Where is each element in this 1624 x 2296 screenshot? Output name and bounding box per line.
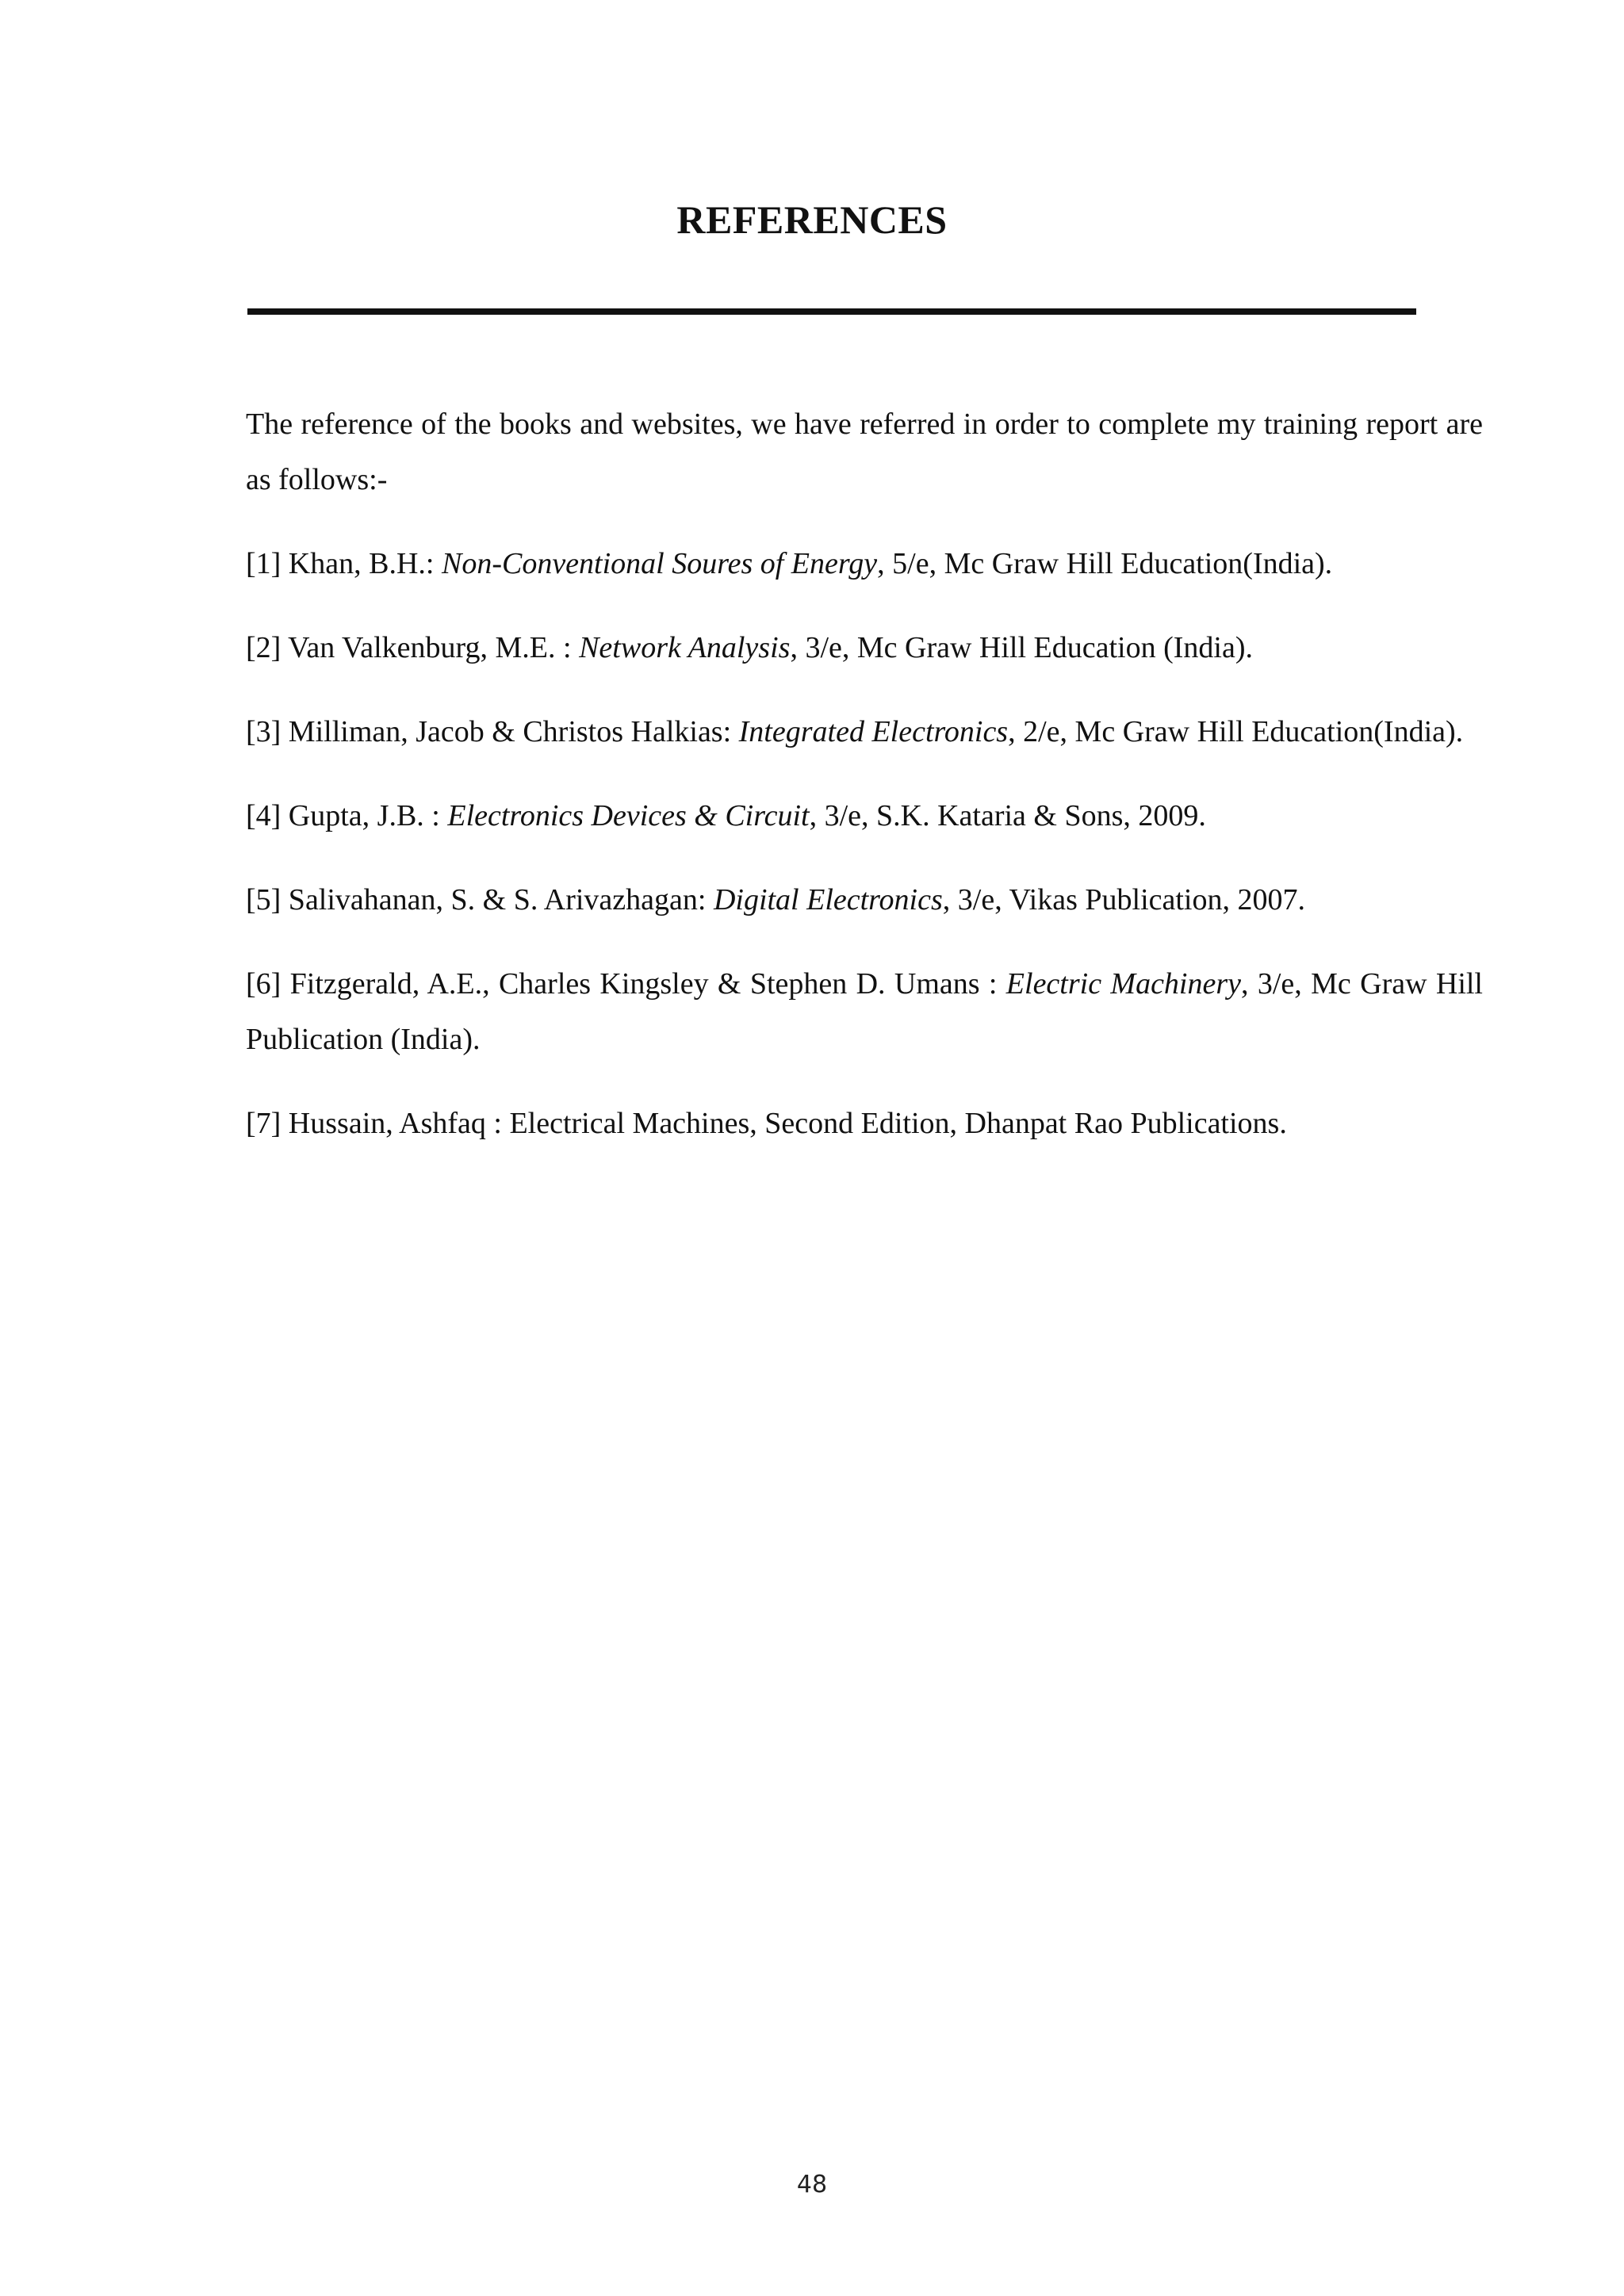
reference-prefix: [3] Milliman, Jacob & Christos Halkias: xyxy=(246,715,739,748)
reference-book-title: Integrated Electronics xyxy=(738,715,1009,748)
reference-item-1 xyxy=(246,536,1483,591)
reference-suffix: , 3/e, Mc Graw Hill Publication (India). xyxy=(246,967,1483,1056)
reference-suffix: , 5/e, Mc Graw Hill Education(India). xyxy=(877,547,1333,580)
reference-book-title: Electric Machinery xyxy=(1005,967,1242,1001)
reference-book-title: Non-Conventional Soures of Energy xyxy=(441,547,878,580)
reference-book-title: Electronics Devices & Circuit xyxy=(447,799,810,832)
reference-item-3 xyxy=(246,704,1483,760)
reference-item-5 xyxy=(246,872,1483,928)
references-body xyxy=(246,396,1483,1180)
reference-book-title: Network Analysis xyxy=(579,631,791,664)
reference-book-title: Digital Electronics xyxy=(713,883,943,916)
page-title: REFERENCES xyxy=(676,197,948,242)
intro-paragraph: The reference of the books and websites, we have referred in order to complete my training report are as follows:- xyxy=(246,408,1483,496)
reference-item-4 xyxy=(246,788,1483,844)
reference-prefix: [2] Van Valkenburg, M.E. : xyxy=(246,631,580,664)
reference-prefix: [1] Khan, B.H.: xyxy=(246,547,442,580)
reference-prefix: [6] Fitzgerald, A.E., Charles Kingsley & Stephen D. Umans : xyxy=(246,967,1006,1001)
reference-suffix: , 3/e, Vikas Publication, 2007. xyxy=(942,883,1305,916)
reference-prefix: [7] Hussain, Ashfaq : Electrical Machines, Second Edition, Dhanpat Rao Publications. xyxy=(246,1107,1287,1140)
reference-suffix: , 3/e, S.K. Kataria & Sons, 2009. xyxy=(809,799,1206,832)
reference-prefix: [5] Salivahanan, S. & S. Arivazhagan: xyxy=(246,883,714,916)
page-number: 48 xyxy=(796,2171,828,2198)
reference-item-2 xyxy=(246,620,1483,675)
reference-item-6 xyxy=(246,956,1483,1067)
title-divider xyxy=(247,308,1416,315)
reference-suffix: , 3/e, Mc Graw Hill Education (India). xyxy=(790,631,1253,664)
reference-item-7 xyxy=(246,1096,1483,1151)
reference-suffix: , 2/e, Mc Graw Hill Education(India). xyxy=(1008,715,1464,748)
reference-prefix: [4] Gupta, J.B. : xyxy=(246,799,448,832)
